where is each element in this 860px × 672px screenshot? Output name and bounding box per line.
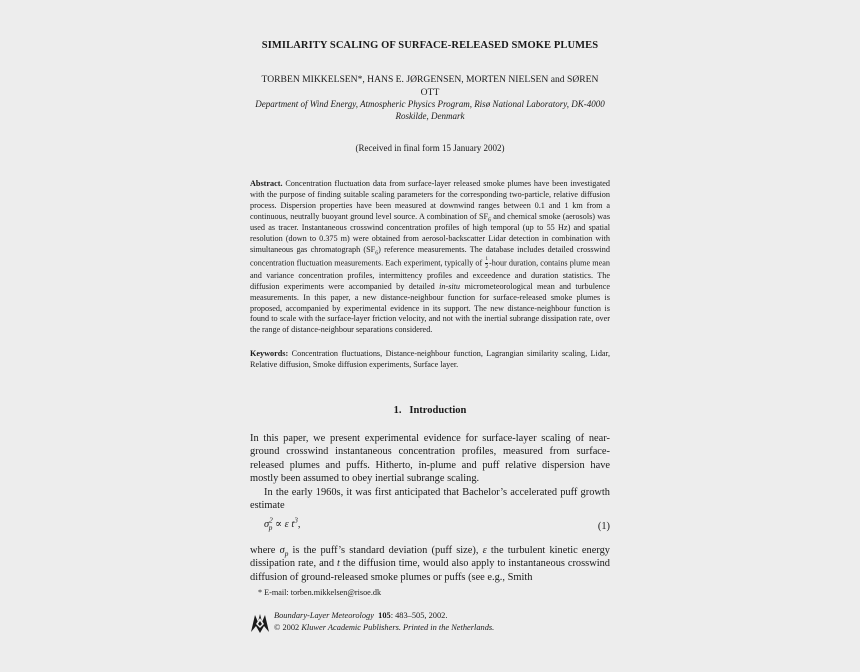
eq-tail: , <box>297 519 301 530</box>
section-title: Introduction <box>409 405 467 416</box>
half-fraction <box>485 256 488 271</box>
eq-sub: p <box>268 524 273 533</box>
section-number: 1. <box>393 405 402 416</box>
abstract-text-d: -hour duration, contains plume mean and variance concentration profiles, intermittency profiles and exceedence and duration statistics. The diffusion experiments were accompanied by detailed <box>250 258 610 291</box>
symbol-t: t <box>337 558 340 570</box>
intro-paragraph-1: In this paper, we present experimental evidence for surface-layer scaling of near-ground crosswind instantaneous concentration profiles, measured from surface-released plumes and puffs. Hitherto, in-plume and puff relative dispersion have mostly been assumed to obey inertial subrange scaling. <box>250 433 610 485</box>
journal-footer <box>250 610 610 640</box>
keywords-label: Keywords: <box>250 349 289 358</box>
eq-sup: 2 <box>269 516 273 525</box>
affiliation: Department of Wind Energy, Atmospheric Physics Program, Risø National Laboratory, DK-4000 Roskilde, Denmark <box>255 99 605 121</box>
equation-formula <box>264 516 301 533</box>
journal-volume: 105 <box>378 611 391 620</box>
section-heading <box>250 405 610 416</box>
received-date: (Received in final form 15 January 2002) <box>355 143 505 153</box>
journal-line-1 <box>274 610 494 622</box>
symbol-sigma-sub: p <box>284 550 289 559</box>
abstract-in-situ: in-situ <box>439 281 461 291</box>
symbol-sigma: σ <box>279 545 285 556</box>
intro-p3-a: where <box>250 545 280 556</box>
author-line-2: OTT <box>420 87 440 98</box>
intro-p3-d: the diffusion time, would also apply to instantaneous crosswind diffusion of ground-released smoke plumes or puffs (see e.g., Smith <box>250 558 610 583</box>
equation-1 <box>250 518 610 536</box>
eq-rest-sup: 3 <box>294 516 298 525</box>
publisher-logo-icon <box>250 612 270 634</box>
fraction-numerator: 1 <box>485 255 489 262</box>
copyright-symbol: © <box>274 623 281 632</box>
copyright-year: 2002 <box>280 623 302 632</box>
intro-p3-b: is the puff’s standard deviation (puff size), <box>288 545 483 556</box>
journal-pages: : 483–505, 2002. <box>390 611 448 620</box>
abstract-sub-1: 6 <box>488 217 491 224</box>
author-list <box>250 73 610 99</box>
paper-title: SIMILARITY SCALING OF SURFACE-RELEASED SMOKE PLUMES <box>261 40 599 51</box>
publisher-name: Kluwer Academic Publishers. <box>301 623 401 632</box>
intro-paragraph-2: In the early 1960s, it was first anticipated that Bachelor’s accelerated puff growth estimate <box>250 486 610 512</box>
journal-name: Boundary-Layer Meteorology <box>274 611 374 620</box>
intro-paragraph-3 <box>250 544 610 584</box>
abstract-text-e: micrometeorological mean and turbulence measurements. In this paper, a new distance-neighbour function for surface-released smoke plumes is proposed, accompanied by experimental evidence in its support. The new distance-neighbour function is found to scale with the surface-layer friction velocity, and not with the inertial subrange dissipation rate, over the range of distance-neighbour separations considered. <box>250 281 610 335</box>
footnote-email: * E-mail: torben.mikkelsen@risoe.dk <box>258 588 382 597</box>
journal-line-2 <box>274 622 494 634</box>
equation-number: (1) <box>597 521 610 532</box>
intro-body <box>250 432 610 512</box>
printed-location: Printed in the Netherlands. <box>400 623 495 632</box>
keywords-text: Concentration fluctuations, Distance-neighbour function, Lagrangian similarity scaling, Lidar, Relative diffusion, Smoke diffusion experiments, Surface layer. <box>250 349 610 369</box>
eq-rest: ∝ ε t <box>272 519 295 530</box>
abstract-text-c: ) reference measurements. The database includes detailed crosswind concentration fluctuation measurements. Each experiment, typically of <box>250 244 610 268</box>
fraction-denominator: 2 <box>485 263 489 270</box>
abstract <box>250 179 610 336</box>
keywords <box>250 349 610 371</box>
intro-p3-c: the turbulent kinetic energy dissipation rate, and <box>250 545 610 570</box>
eq-sigma: σ <box>264 519 270 530</box>
journal-citation <box>274 610 494 634</box>
abstract-text-a: Concentration fluctuation data from surface-layer released smoke plumes have been investigated with the purpose of finding suitable scaling parameters for the corresponding two-particle, relative diffusion process. Dispersion properties have been measured at downwind ranges between 0.1 and 1 km from a continuous, neutrally buoyant ground level source. A combination of SF <box>250 179 610 221</box>
abstract-label: Abstract. <box>250 179 283 188</box>
author-line-1: TORBEN MIKKELSEN*, HANS E. JØRGENSEN, MORTEN NIELSEN and SØREN <box>261 74 599 85</box>
symbol-epsilon: ε <box>482 545 487 556</box>
abstract-sub-2: 6 <box>375 250 379 257</box>
abstract-text-b: and chemical smoke (aerosols) was used as tracer. Instantaneous crosswind concentration profiles of high temporal (up to 55 Hz) and spatial resolution (down to 0.375 m) were obtained from aerosol-backscatter Lidar detection in combination with simultaneous gas chromatograph (SF <box>250 211 611 254</box>
